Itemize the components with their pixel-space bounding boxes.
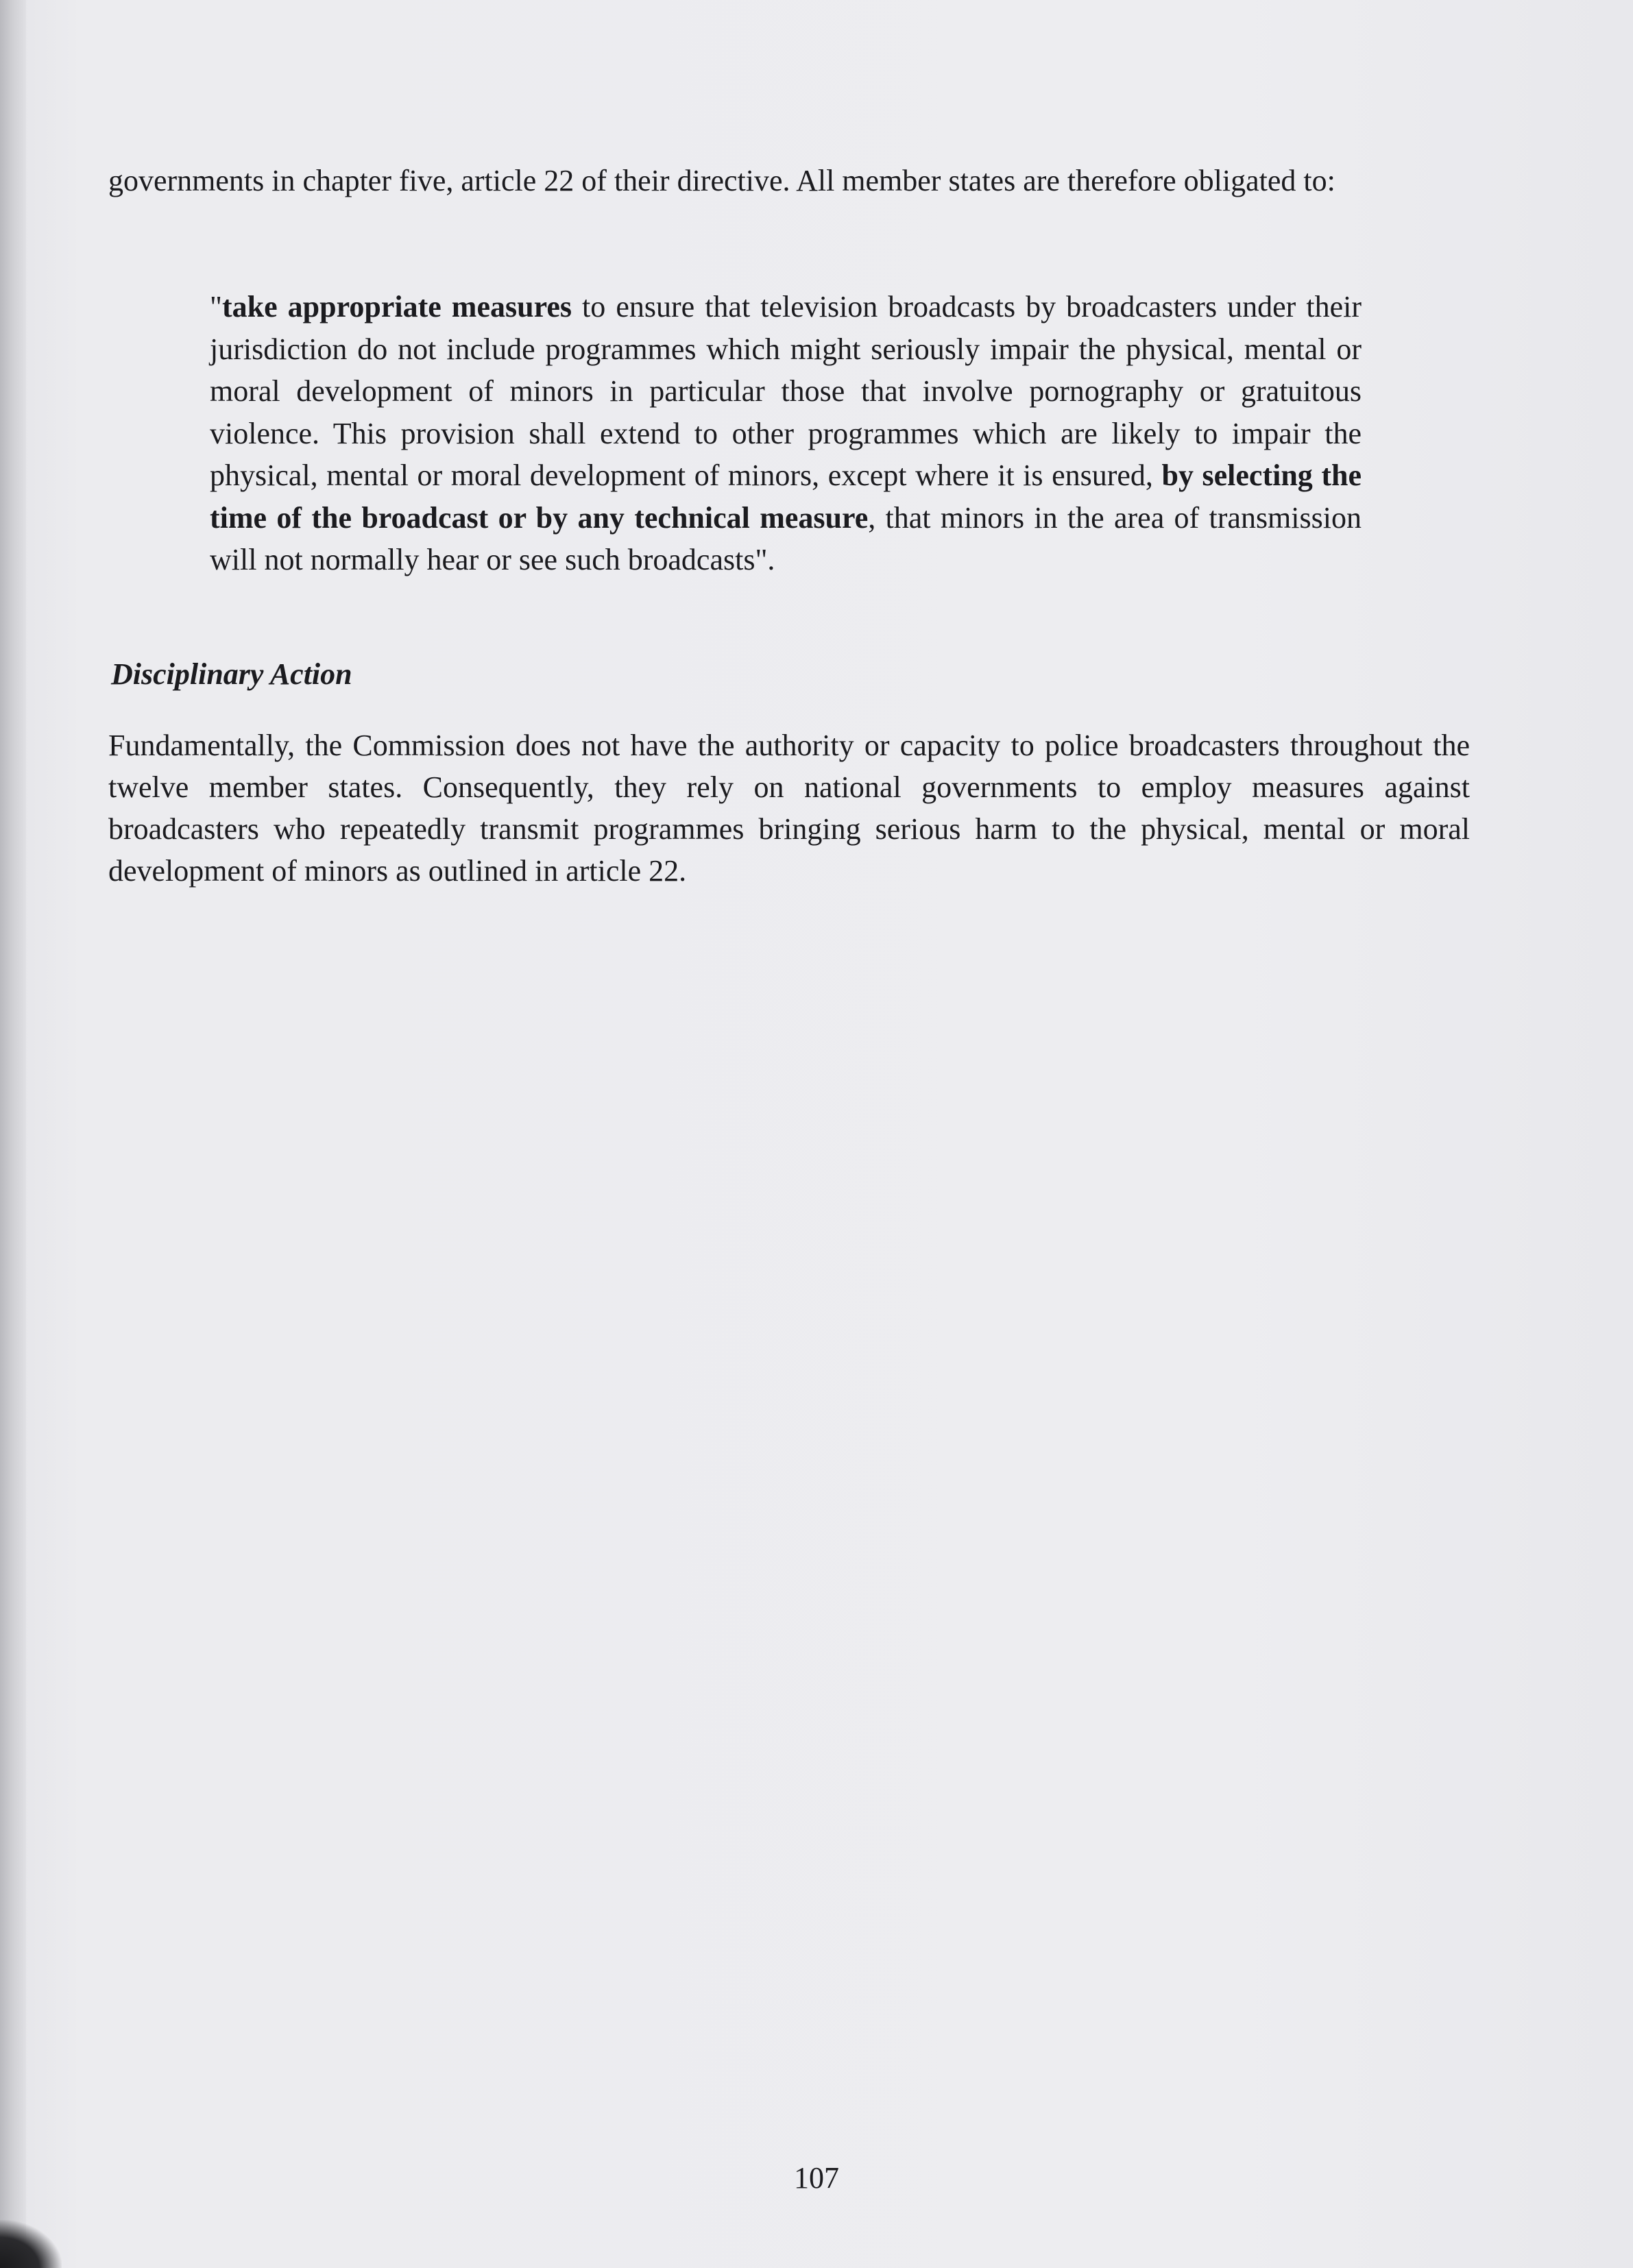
quote-bold-phrase-2: by selecting the time of the broadcast or by any technical measure bbox=[210, 459, 1362, 535]
intro-paragraph: governments in chapter five, article 22 of their directive. All member states are therefore obligated to: bbox=[108, 164, 1335, 197]
quote-bold-phrase-1: take appropriate measures bbox=[221, 290, 572, 324]
disciplinary-paragraph: Fundamentally, the Commission does not have the authority or capacity to police broadcasters throughout the twelve member states. Consequently, they rely on national governments to employ measures against broadcasters who repeatedly transmit programmes bringing serious harm to the physical, mental or moral development of minors as outlined in article 22. bbox=[108, 729, 1470, 888]
directive-quote bbox=[210, 286, 1362, 581]
section-heading: Disciplinary Action bbox=[111, 657, 352, 691]
quote-text-2: , that minors in the area of transmission will not normally hear or see such broadcasts". bbox=[210, 500, 1362, 576]
quote-text-1: to ensure that television broadcasts by broadcasters under their jurisdiction do not include programmes which might seriously impair the physical, mental or moral development of minors in particular those that involve pornography or gratuitous violence. This provision shall extend to other programmes which are likely to impair the physical, mental or moral development of minors, except where it is ensured, bbox=[210, 290, 1362, 492]
binding-shadow bbox=[0, 0, 26, 2268]
page-number: 107 bbox=[794, 2161, 839, 2195]
quote-open-mark: " bbox=[210, 290, 222, 324]
page-corner-shadow bbox=[0, 2220, 62, 2268]
